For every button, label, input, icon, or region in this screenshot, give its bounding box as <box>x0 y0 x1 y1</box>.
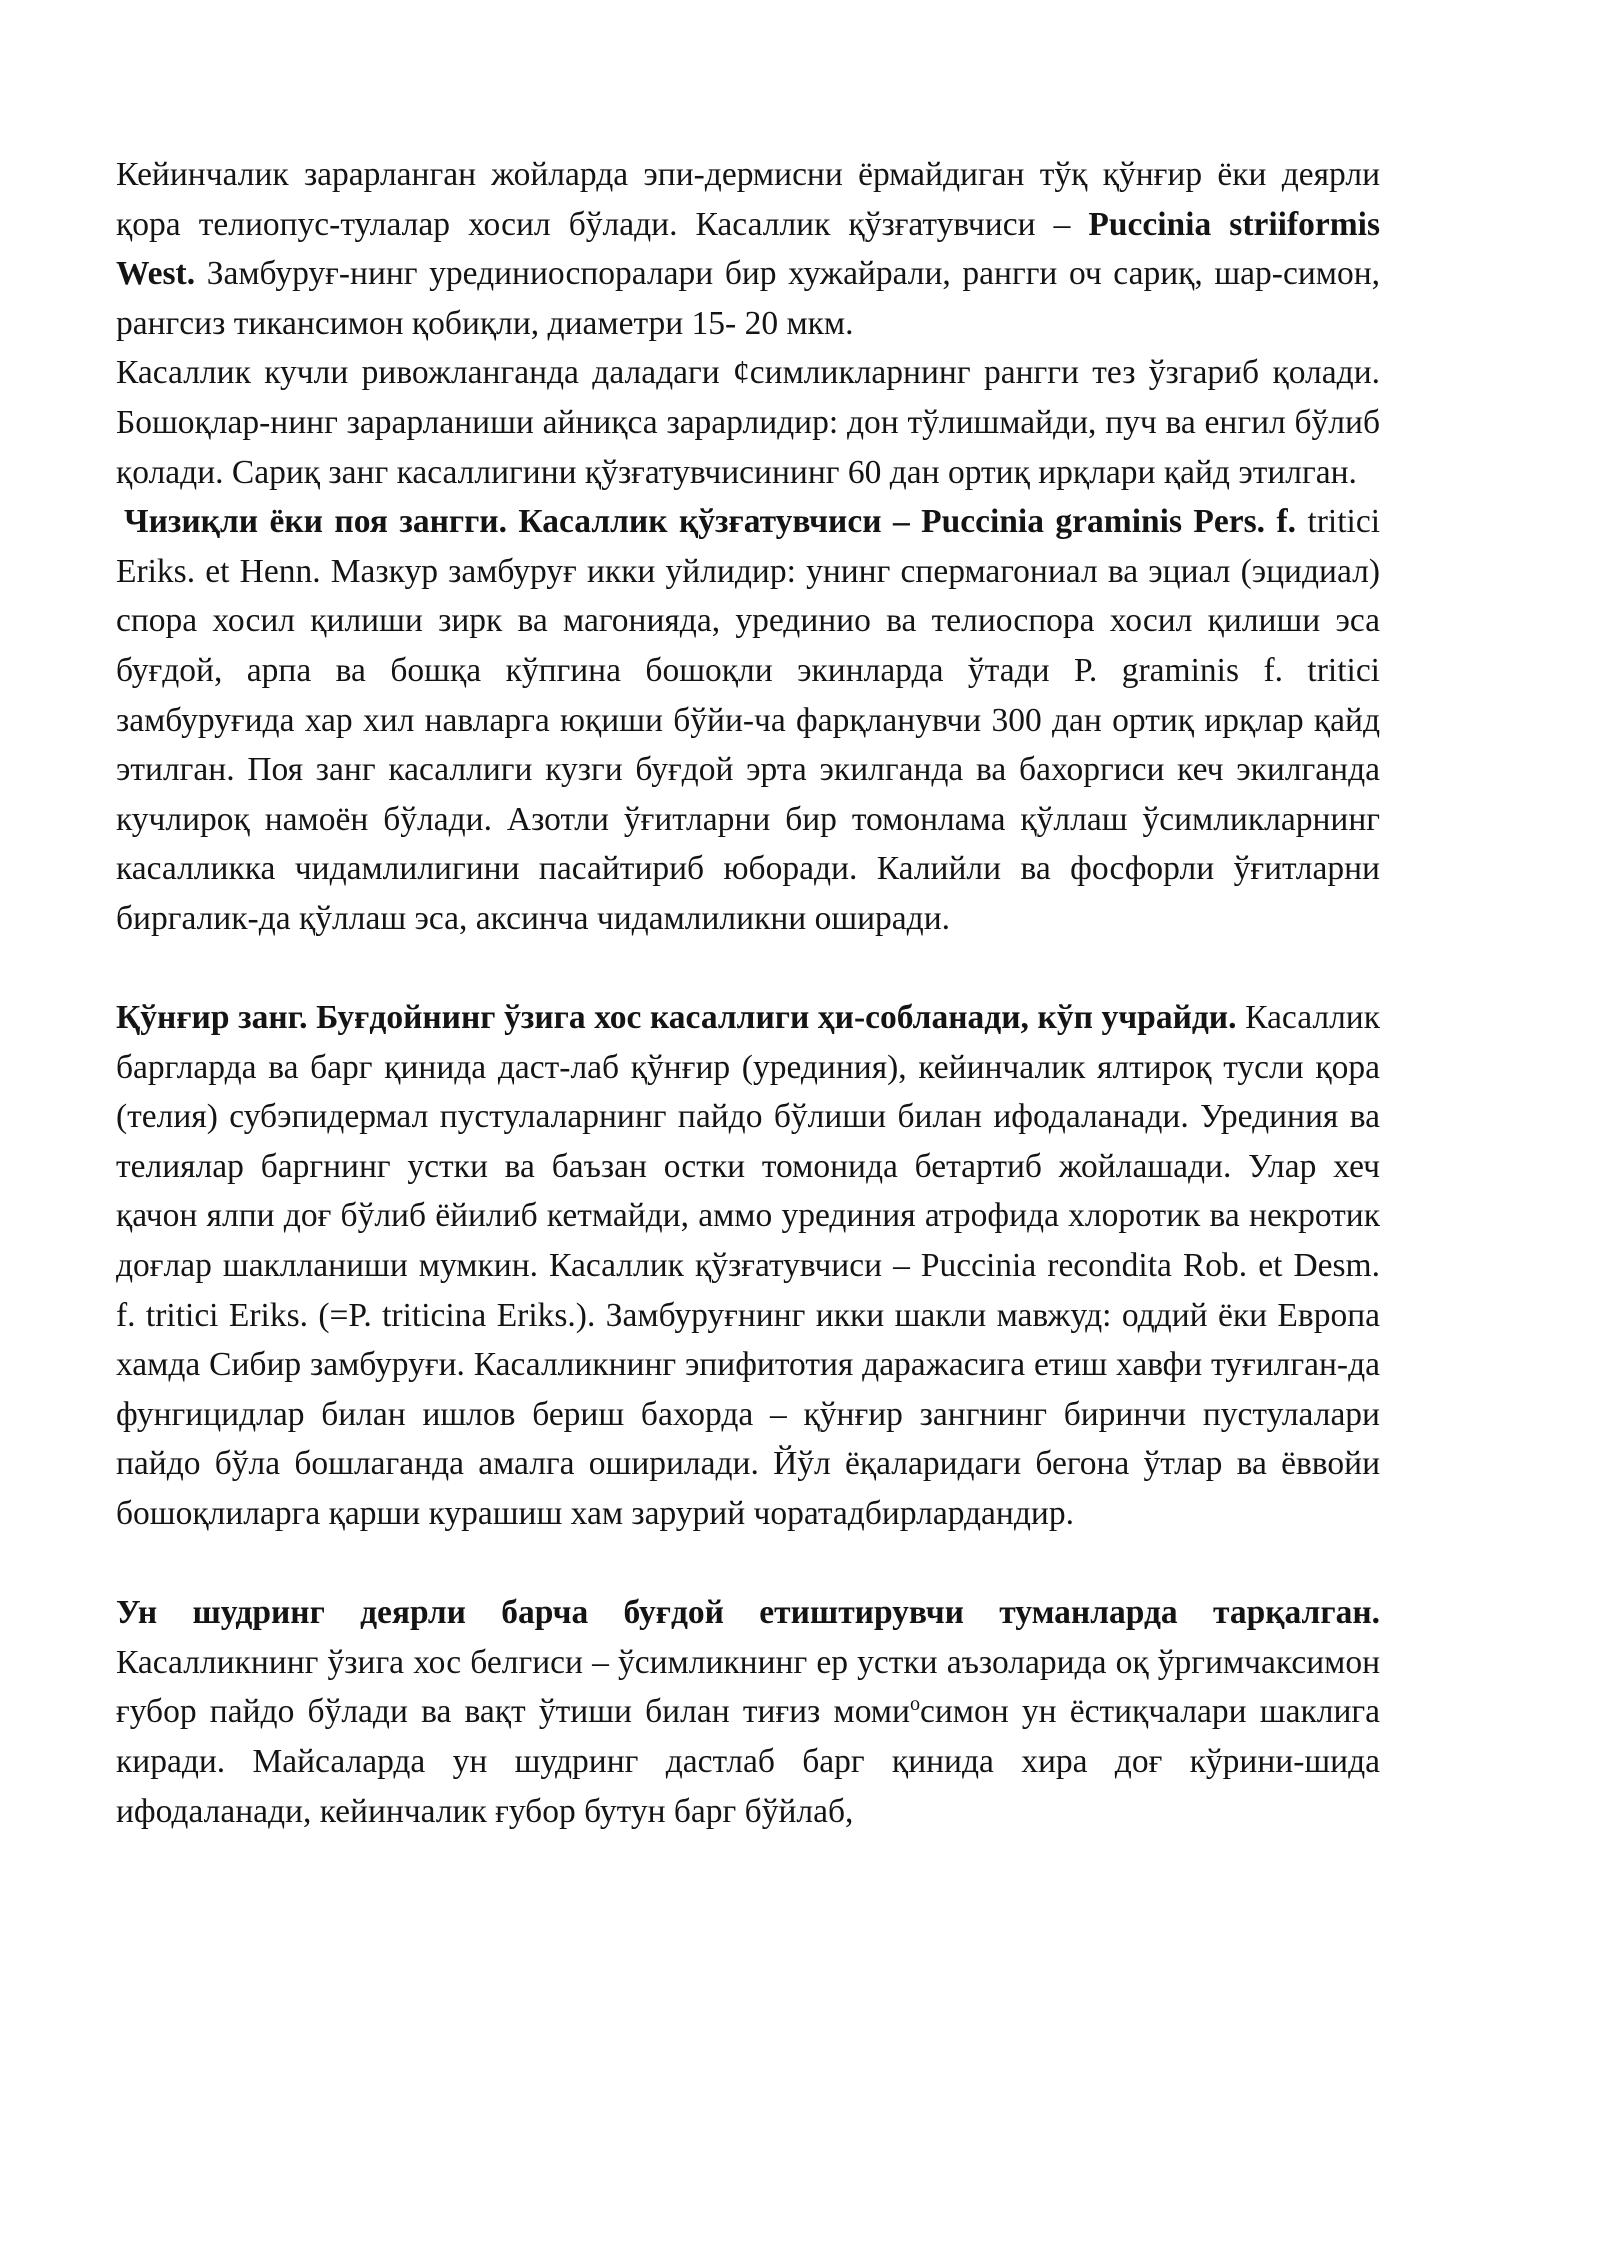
paragraph-text: Касалликнинг ўзига хос белгиси – ўсимликнинг ер устки аъзоларида оқ ўргимчаксимон ғубор пайдо бўлади ва вақт ўтиши билан тиғиз моми <box>116 1643 1380 1731</box>
paragraph-text: Кейинчалик зарарланган жойларда эпи-дермисни ёрмайдиган тўқ қўнғир ёки деярли қора телиопус-тулалар хосил бўлади. Касаллик қўзғатувчиси – <box>116 156 1380 243</box>
section-heading-brown-rust: Қўнғир занг. Буғдойнинг ўзига хос касаллиги ҳи-собланади, кўп учрайди. <box>116 999 1237 1037</box>
paragraph-text: симон ун ёстиқчалари шаклига киради. Майсаларда ун шудринг дастлаб барг қинида хира доғ кўрини-шида ифодаланади, кейинчалик ғубор бутун барг бўйлаб, <box>116 1693 1380 1830</box>
section-heading-powdery-mildew: Ун шудринг деярли барча буғдой етиштирувчи туманларда тарқалган. <box>116 1594 1380 1632</box>
paragraph-text: tritici Eriks. et Henn. Мазкур замбуруғ икки уйлидир: унинг спермагониал ва эциал (эцидиал) спора хосил қилиши зирк ва магонияда, урединио ва телиоспора хосил қилиши эса буғдой, арпа ва бошқа кўпгина бошоқли экинларда ўтади P. graminis f. tritici замбуруғида хар хил навларга юқиши бўйи-ча фарқланувчи 300 дан ортиқ ирқлар қайд этилган. Поя занг касаллиги кузги буғдой эрта экилганда ва бахоргиси кеч экилганда кучлироқ намоён бўлади. Азотли ўғитларни бир томонлама қўллаш ўсимликларнинг касалликка чидамлилигини пасайтириб юборади. Калийли ва фосфорли ўғитларни биргалик-да қўллаш эса, аксинча чидамлиликни оширади. <box>116 503 1380 937</box>
document-page <box>116 150 1380 1836</box>
paragraph-yellow-rust-races <box>116 348 1380 497</box>
paragraph-powdery-mildew <box>116 1588 1380 1836</box>
superscript-mark: о <box>909 1693 920 1716</box>
pathogen-name-bold: Puccinia striiformis West. <box>116 205 1380 293</box>
paragraph-text: Касаллик баргларда ва барг қинида даст-лаб қўнғир (урединия), кейинчалик ялтироқ тусли қора (телия) субэпидермал пустулаларнинг пайдо бўлиши билан ифодаланади. Урединия ва телиялар баргнинг устки ва баъзан остки томонида бетартиб жойлашади. Улар хеч қачон ялпи доғ бўлиб ёйилиб кетмайди, аммо урединия атрофида хлоротик ва некротик доғлар шаклланиши мумкин. Касаллик қўзғатувчиси – Puccinia recondita Rob. et Desm. f. tritici Eriks. (=P. triticina Eriks.). Замбуруғнинг икки шакли мавжуд: оддий ёки Европа хамда Сибир замбуруғи. Касалликнинг эпифитотия даражасига етиш хавфи туғилган-да фунгицидлар билан ишлов бериш бахорда – қўнғир зангнинг биринчи пустулалари пайдо бўла бошлаганда амалга оширилади. Йўл ёқаларидаги бегона ўтлар ва ёввойи бошоқлиларга қарши курашиш хам зарурий чоратадбирлардандир. <box>116 999 1380 1533</box>
paragraph-yellow-rust-description <box>116 150 1380 348</box>
paragraph-brown-rust <box>116 993 1380 1539</box>
paragraph-text: Замбуруғ-нинг урединиоспоралари бир хужайрали, рангги оч сариқ, шар-симон, рангсиз тикансимон қобиқли, диаметри 15- 20 мкм. <box>116 255 1380 342</box>
section-heading-stem-rust: Чизиқли ёки поя зангги. Касаллик қўзғатувчиси – Puccinia graminis Pers. f. <box>124 503 1296 541</box>
paragraph-text: Касаллик кучли ривожланганда даладаги ¢симликларнинг рангги тез ўзгариб қолади. Бошоқлар-нинг зарарланиши айниқса зарарлидир: дон тўлишмайди, пуч ва енгил бўлиб қолади. Сариқ занг касаллигини қўзғатувчисининг 60 дан ортиқ ирқлари қайд этилган. <box>116 354 1380 491</box>
paragraph-stem-rust <box>116 497 1380 943</box>
